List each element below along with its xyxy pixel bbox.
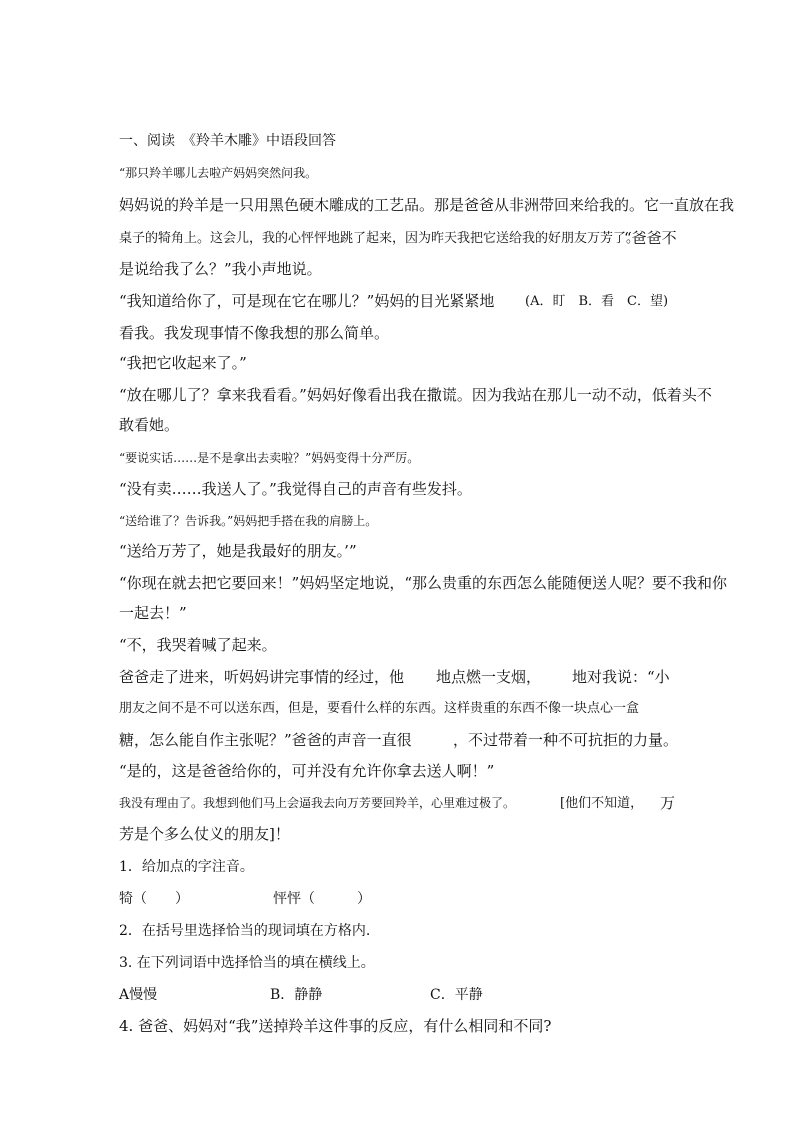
passage-line-14: “你现在就去把它要回来！”妈妈坚定地说，“那么贵重的东西怎么能随便送人呢？要不我和你 [119, 574, 728, 592]
question-1: 1．给加点的字注音。 [119, 859, 254, 875]
passage-line-18: 朋友之间不是不可以送东西，但是，要看什么样的东西。这样贵重的东西不像一块点心一盒 [119, 701, 640, 716]
passage-line-13: “送给万芳了，她是我最好的朋友。’” [119, 542, 357, 560]
passage-line-19: 糖，怎么能自作主张呢？”爸爸的声音一直很 [119, 731, 412, 749]
question-3-option-a: A慢慢 [119, 987, 158, 1003]
passage-line-21-bracket: [他们不知道， [560, 796, 644, 811]
passage-line-21-end: 万 [660, 794, 676, 812]
passage-line-6: 看我。我发现事情不像我想的那么简单。 [119, 324, 390, 342]
section-title: 一、阅读 《羚羊木雕》中语段回答 [119, 133, 336, 149]
question-3-option-c: C．平静 [430, 987, 483, 1003]
passage-line-19-end: ，不过带着一种不可抗拒的力量。 [453, 731, 679, 749]
passage-line-7: “我把它收起来了。” [119, 354, 247, 372]
passage-line-5: “我知道给你了，可是现在它在哪儿？”妈妈的目光紧紧地 [119, 292, 495, 310]
question-4: 4. 爸爸、妈妈对“我”送掉羚羊这件事的反应，有什么相同和不同? [119, 1017, 552, 1035]
question-3-option-b: B．静静 [270, 987, 323, 1003]
question-1-item-a: 犄（ ） [119, 891, 189, 907]
passage-line-12: “送给谁了？告诉我。”妈妈把手搭在我的肩膀上。 [119, 514, 378, 528]
passage-line-8: “放在哪儿了？拿来我看看。”妈妈好像看出我在撒谎。因为我站在那儿一动不动，低着头不 [119, 386, 712, 404]
passage-line-1: “那只羚羊哪儿去啦产妈妈突然问我。 [119, 166, 318, 180]
passage-line-16: “不，我哭着喊了起来。 [119, 636, 277, 654]
passage-line-11: “没有卖……我送人了。”我觉得自己的声音有些发抖。 [119, 480, 472, 498]
passage-line-15: 一起去！” [119, 604, 187, 622]
answer-options-1: (A．盯 B．看 C．望) [525, 294, 669, 309]
passage-line-3: 桌子的犄角上。这会儿，我的心怦怦地跳了起来，因为昨天我把它送给我的好朋友万芳了。 [119, 231, 640, 246]
passage-line-17: 爸爸走了进来，听妈妈讲完事情的经过，他 [119, 668, 405, 686]
passage-line-21: 我没有理由了。我想到他们马上会逼我去向万芳要回羚羊，心里难过极了。 [119, 796, 516, 810]
passage-line-2: 妈妈说的羚羊是一只用黑色硬木雕成的工艺品。那是爸爸从非洲带回来给我的。它一直放在我 [119, 196, 735, 214]
passage-line-20: “是的，这是爸爸给你的，可并没有允许你拿去送人啊！” [119, 762, 495, 780]
passage-line-9: 敢看她。 [119, 416, 180, 434]
passage-line-3-end: “爸爸不 [624, 229, 677, 247]
passage-line-10: “要说实话……是不是拿出去卖啦？”妈妈变得十分严厉。 [119, 451, 420, 465]
passage-line-4: 是说给我了么？”我小声地说。 [119, 260, 322, 278]
question-1-item-b: 怦怦（ ） [273, 891, 371, 907]
question-3: 3. 在下列词语中选择恰当的填在横线上。 [119, 955, 375, 971]
passage-line-17-middle: 地点燃一支烟， [436, 668, 542, 686]
passage-line-17-end: 地对我说：“小 [572, 668, 670, 686]
passage-line-22: 芳是个多么仗义的朋友]！ [119, 825, 290, 843]
question-2: 2．在括号里选择恰当的现词填在方格内. [119, 923, 371, 939]
